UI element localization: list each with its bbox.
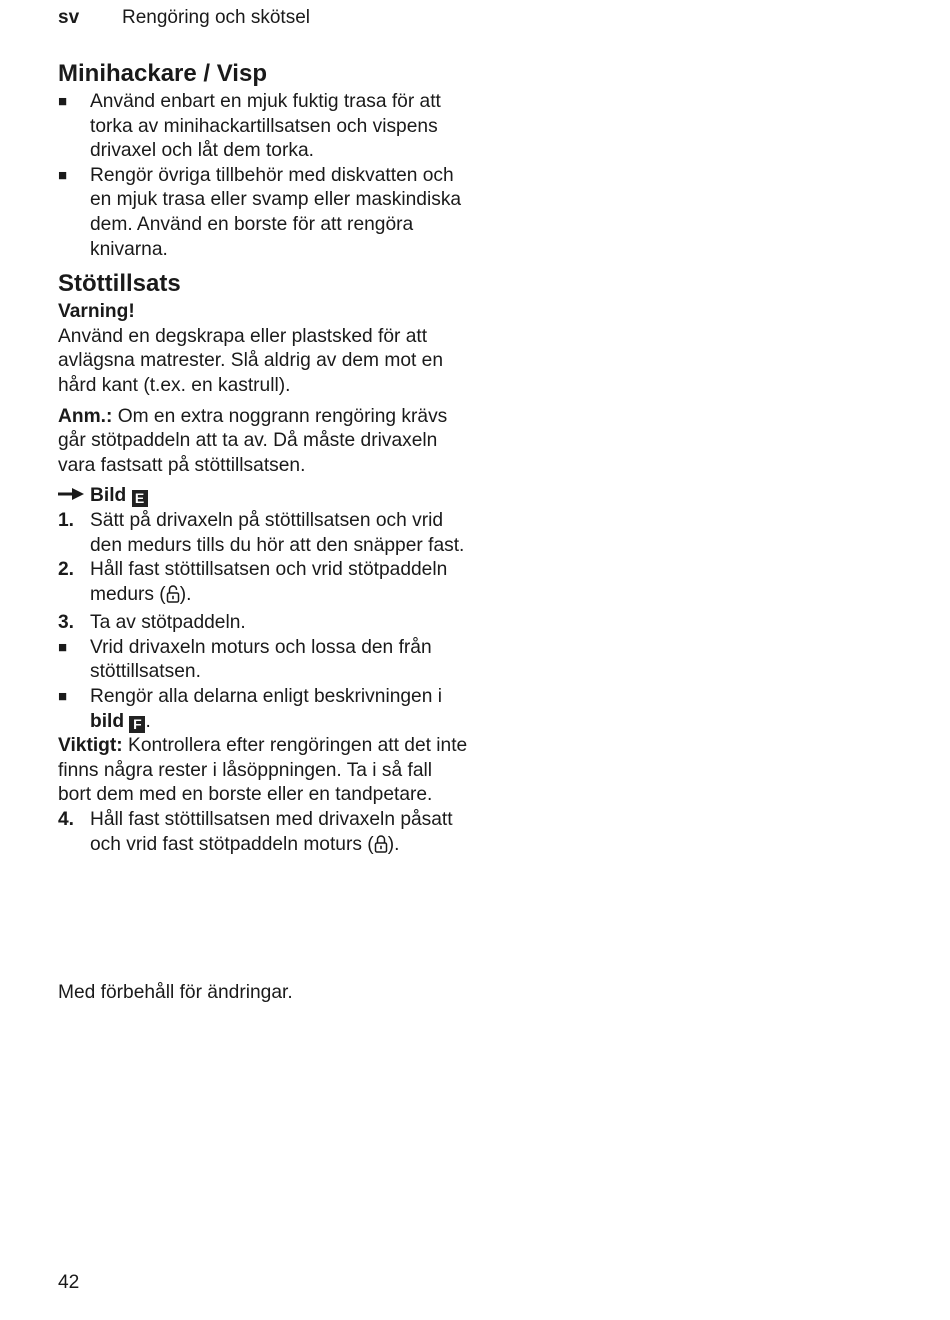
bullet-text: Vrid drivaxeln moturs och lossa den från stöttillsatsen. [90, 636, 432, 683]
bullet-icon: ■ [58, 93, 68, 110]
list-item [58, 164, 468, 262]
note-paragraph [58, 405, 468, 479]
bullet-icon: ■ [58, 688, 68, 706]
list-item [58, 636, 468, 685]
step-number: 3. [58, 612, 75, 634]
step-number: 2. [58, 559, 75, 581]
step-text-end: ). [179, 583, 192, 605]
list-item [58, 685, 468, 734]
footer-note: Med förbehåll för ändringar. [58, 982, 293, 1003]
language-code: sv [58, 7, 80, 28]
note-label: Anm.: [58, 405, 113, 427]
bullet-icon: ■ [58, 638, 68, 656]
bullet-text-end: . [145, 710, 151, 732]
bullet-text: Använd enbart en mjuk fuktig trasa för att torka av minihackartillsatsen och vispens drivaxel och låt dem torka. [90, 91, 441, 162]
warning-label: Varning! [58, 301, 135, 323]
arrow-right-icon [58, 484, 90, 509]
step-item [58, 611, 468, 636]
note-text: Om en extra noggrann rengöring krävs går stötpaddeln att ta av. Då måste drivaxeln vara fastsatt på stöttillsatsen. [58, 405, 448, 476]
bullet-text: Rengör alla delarna enligt beskrivningen i [90, 686, 442, 708]
step-text: Håll fast stöttillsatsen med drivaxeln påsatt och vrid fast stötpaddeln moturs ( [90, 809, 453, 855]
page-number: 42 [58, 1272, 80, 1293]
figure-letter-badge: F [129, 716, 145, 733]
important-paragraph [58, 734, 468, 808]
figure-letter-badge: E [132, 490, 148, 507]
step-text: Sätt på drivaxeln på stöttillsatsen och vrid den medurs tills du hör att den snäpper fast. [90, 509, 465, 556]
lock-icon [374, 834, 388, 862]
list-item [58, 90, 468, 164]
step-item [58, 808, 468, 861]
warning-text: Använd en degskrapa eller plastsked för att avlägsna matrester. Slå aldrig av dem mot en hård kant (t.ex. en kastrull). [58, 325, 444, 396]
important-label: Viktigt: [58, 735, 123, 757]
step-item [58, 509, 468, 558]
step-number: 4. [58, 809, 75, 831]
bullet-icon: ■ [58, 166, 68, 184]
figure-label: bild [90, 710, 125, 732]
unlock-icon [166, 584, 180, 612]
page-header [58, 7, 310, 29]
content-column [58, 58, 468, 861]
section-heading-minihackare: Minihackare / Visp [58, 60, 267, 87]
step-text: Håll fast stöttillsatsen och vrid stötpaddeln medurs ( [90, 559, 448, 605]
important-text: Kontrollera efter rengöringen att det inte finns några rester i låsöppningen. Ta i så fall bort dem med en borste eller en tandpetare. [58, 735, 468, 806]
header-title: Rengöring och skötsel [122, 7, 310, 28]
figure-reference [58, 484, 468, 509]
step-text-end: ). [387, 833, 400, 855]
bullet-text: Rengör övriga tillbehör med diskvatten och en mjuk trasa eller svamp eller maskindiska dem. Använd en borste för att rengöra knivarna. [90, 164, 462, 260]
figure-label: Bild [90, 485, 127, 507]
section-heading-stottillsats: Stöttillsats [58, 270, 181, 298]
step-item [58, 558, 468, 611]
step-number: 1. [58, 509, 75, 531]
step-text: Ta av stötpaddeln. [90, 612, 246, 634]
